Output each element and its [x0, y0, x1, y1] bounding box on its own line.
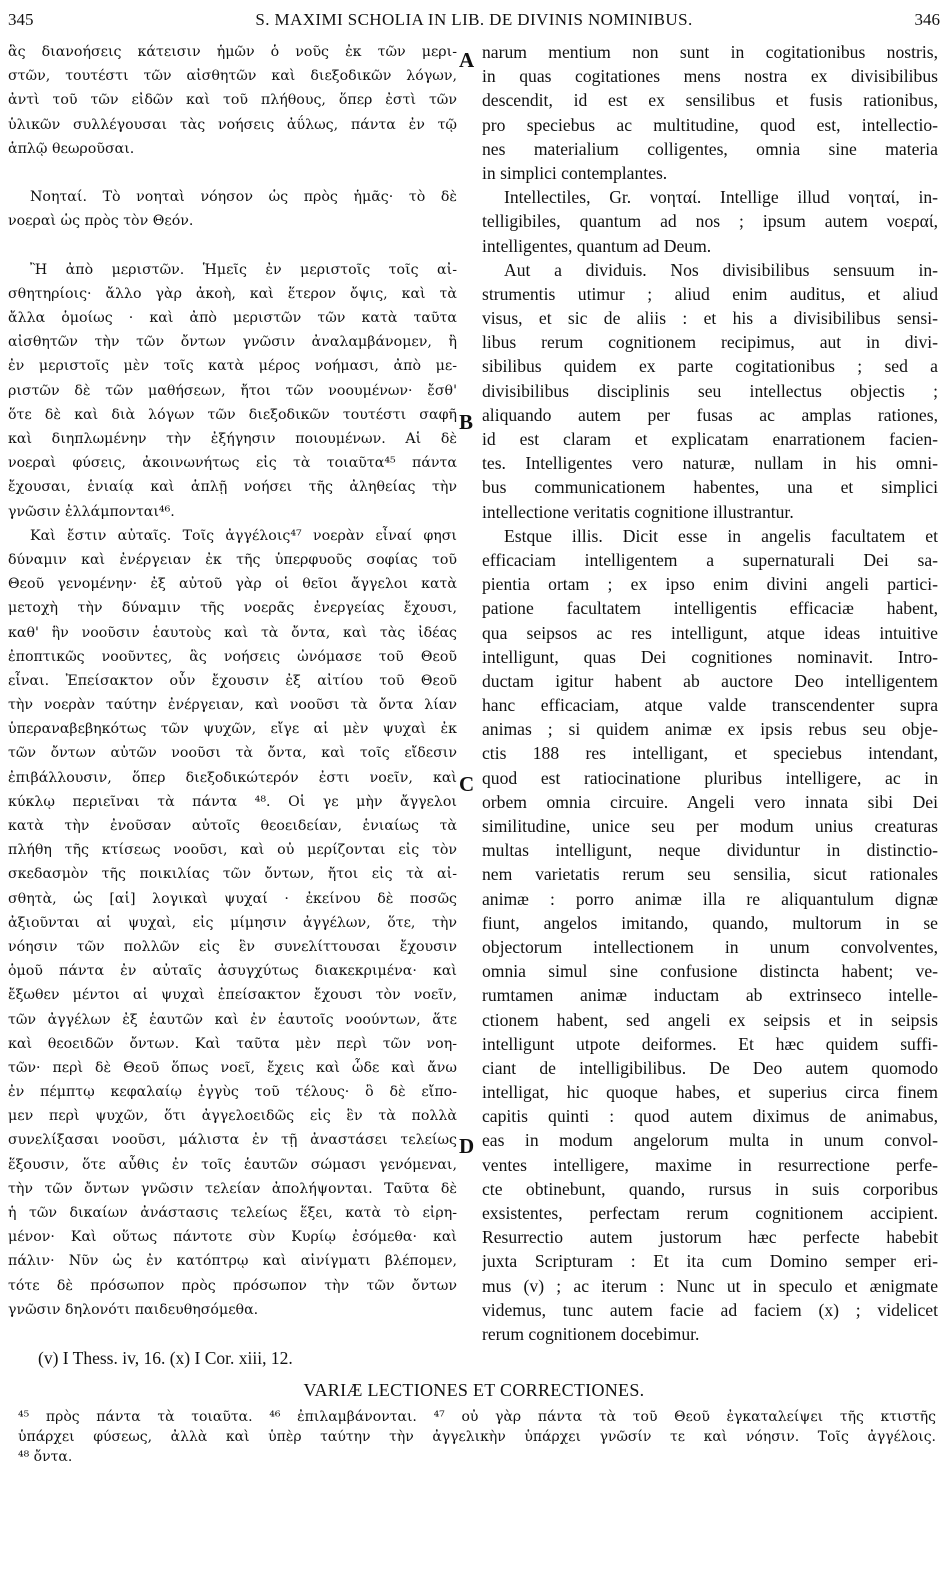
latin-text-line: orbem omnia circuire. Angeli vero innata sibi Dei	[482, 791, 938, 812]
variant-reading-line: ὑπάρχει φύσεως, ἀλλὰ καὶ ὑπὲρ ταύτην τὴν ἀγγελικὴν ὑπάρχει γνῶσίν τε καὶ νόησιν. Τοῖς ἀγγέλοις.	[18, 1429, 936, 1445]
latin-text-line: pro speciebus ac multitudine, quod est, intellectio-	[482, 114, 938, 135]
latin-text-line: intelligunt, quas Dei cognitiones nominavit. Intro-	[482, 646, 938, 667]
greek-text-line: ὑπεραναβεβηκότως τῶν ψυχῶν, εἴγε αἱ μὲν ψυχαὶ ἐκ	[8, 721, 457, 738]
greek-text-line: Θεοῦ γενομένην· ἐξ αὐτοῦ γὰρ οἱ θεῖοι ἄγγελοι κατὰ	[8, 576, 457, 593]
greek-text-line: μετοχὴ τὴν δύναμιν τῆς νοερᾶς ἐνεργείας ἔχουσι,	[8, 600, 457, 617]
greek-text-line: σθητὰ, ὡς [αἱ] λογικαὶ ψυχαί · ἐκείνου δὲ ποσῶς	[8, 890, 457, 907]
latin-text-line: intelligat, hic quoque habes, et superius circa finem	[482, 1082, 938, 1103]
greek-text-line: εἶναι. Ἐπείσακτον οὖν ἔχουσιν ἐξ αἰτίου τοῦ Θεοῦ	[8, 672, 457, 689]
greek-text-line: κατὰ τὴν ἐνοῦσαν αὐτοῖς θεοειδείαν, ἑνιαίως τὰ	[8, 818, 457, 834]
greek-text-line: κύκλῳ περιεῖναι τὰ πάντα ⁴⁸. Οἱ γε μὴν ἄγγελοι	[8, 793, 457, 810]
greek-text-line: δύναμιν καὶ ἐνέργειαν ἐκ τῆς ὑπερφυοῦς σοφίας τοῦ	[8, 551, 457, 568]
latin-text-line: juxta Scripturam : Et ita cum Domino semper eri-	[482, 1251, 938, 1272]
greek-text-line: ὑλικῶν συλλέγουσαι τὰς νοήσεις ἀΰλως, πάντα ἐν τῷ	[8, 116, 457, 133]
margin-letter-b: B	[459, 410, 474, 434]
greek-text-line: τότε δὲ πρόσωπον πρὸς πρόσωπον τὴν τῶν ὄντων	[8, 1277, 457, 1294]
latin-text-line: in simplici contemplantes.	[482, 162, 668, 183]
greek-text-line: Νοηταί. Τὸ νοηταὶ νόησον ὡς πρὸς ἡμᾶς· τὸ δὲ	[30, 189, 457, 206]
greek-text-line: ἡ τῶν δικαίων ἀνάστασις τελείως ἕξει, κατὰ τὸ εἰρη-	[8, 1205, 457, 1221]
greek-text-line: Καὶ ἔστιν αὐταῖς. Τοῖς ἀγγέλοις⁴⁷ νοερὰν εἶναί φησι	[30, 527, 457, 544]
greek-text-line: πλήθη τῆς κτίσεως νοοῦσι, καὶ οὐ μερίζονται εἰς τὸν	[8, 842, 457, 859]
greek-text-line: ριστῶν δὲ τῶν μαθήσεων, ἤτοι τῶν νοουμένων· ἔσθ'	[8, 382, 457, 399]
greek-text-line: νοεραὶ ὡς πρὸς τὸν Θεόν.	[8, 213, 194, 230]
latin-text-line: divisibilibus disciplinis seu intellectus objectis ;	[482, 380, 938, 401]
latin-text-line: descendit, id est ex sensilibus et fusis rationibus,	[482, 90, 938, 111]
greek-text-line: νοεραὶ φύσεις, ἀκοινωνήτως εἰς τὰ τοιαῦτα⁴⁵ πάντα	[8, 455, 457, 472]
variant-reading-line: ⁴⁵ πρὸς πάντα τὰ τοιαῦτα. ⁴⁶ ἐπιλαμβάνονται. ⁴⁷ οὐ γὰρ πάντα τὰ τοῦ Θεοῦ ἐγκαταλείψει τῆς κτιστῆς	[18, 1409, 936, 1425]
latin-text-line: Estque illis. Dicit esse in angelis facultatem et	[504, 525, 938, 546]
latin-text-line: strumentis utimur ; aliud enim auditus, et aliud	[482, 283, 938, 304]
greek-text-line: ἄλλα ὁμοίως · καὶ ἀπὸ μεριστῶν τῶν κατὰ ταῦτα	[8, 310, 457, 327]
latin-text-line: tes. Intelligentes vero naturæ, nullam in his omni-	[482, 453, 938, 474]
greek-text-line: τῶν ὄντων αὐτῶν νοοῦσι τὰ ὄντα, καὶ τοῖς εἴδεσιν	[8, 745, 457, 762]
greek-text-line: γνῶσιν δηλονότι παιδευθησόμεθα.	[8, 1301, 259, 1318]
latin-text-line: hanc efficaciam, atque valde transcendenter supra	[482, 695, 938, 716]
latin-text-line: narum mentium non sunt in cogitationibus nostris,	[482, 42, 938, 62]
scripture-footnote: (v) I Thess. iv, 16. (x) I Cor. xiii, 12.	[38, 1348, 293, 1368]
greek-text-line: αἰσθητῶν τὴν τῶν ὄντων γνῶσιν ἀναλαμβάνομεν, ἢ	[8, 334, 457, 351]
greek-text-line: τὴν νοερὰν ταύτην ἐνέργειαν, καὶ νοοῦσι τὰ ὄντα λίαν	[8, 697, 457, 714]
latin-text-line: ctis 188 res intelligant, et speciebus intendant,	[482, 743, 938, 764]
greek-text-line: ἕξουσιν, ὅτε αὖθις ἐν τοῖς ἑαυτῶν σώμασι γενόμεναι,	[8, 1156, 457, 1173]
latin-text-line: multas intelligunt, neque dividuntur in distinctio-	[482, 840, 938, 861]
greek-text-line: τῶν· περὶ δὲ Θεοῦ ὅπως νοεῖ, ἔχεις καὶ ὧδε καὶ ἄνω	[8, 1059, 457, 1076]
latin-text-line: Intellectiles, Gr. νοηταί. Intellige illud νοηταί, in-	[504, 187, 938, 208]
latin-text-line: qua seipsos ac res intelligunt, atque ideas intuitive	[482, 622, 938, 643]
greek-text-line: συνελίξασαι νοοῦσι, μάλιστα ἐν τῇ ἀναστάσει τελείως	[8, 1132, 457, 1149]
latin-text-line: nes materialium colligentes, omnia sine materia	[482, 138, 938, 159]
latin-text-line: animæ : porro animæ illa re aliquantulum dignæ	[482, 888, 938, 909]
page-header	[0, 10, 948, 40]
running-title: S. MAXIMI SCHOLIA IN LIB. DE DIVINIS NOMINIBUS.	[255, 10, 693, 29]
latin-text-line: rumtamen animæ inductam ab extrinseco intelle-	[482, 985, 938, 1006]
greek-text-line: ἐν πέμπτῳ κεφαλαίῳ ἐγγὺς τοῦ τέλους· ὃ δὲ εἴπο-	[8, 1084, 457, 1101]
latin-text-line: quod est ratiocinatione pluribus intelligere, ac in	[482, 767, 938, 788]
greek-text-line: ἔχουσαι, ἑνιαίᾳ καὶ ἁπλῇ νοήσει τῆς ἀληθείας τὴν	[8, 479, 457, 496]
latin-text-line: exsistentes, perfectam rerum cognitionem accipient.	[482, 1203, 938, 1223]
latin-text-line: nem varietatis rerum seu sensilia, sicut rationales	[482, 864, 938, 885]
latin-text-line: id est claram et explicatam enarrationem facien-	[482, 429, 938, 449]
greek-text-line: σκεδασμὸν τῆς ποικιλίας τῶν ὄντων, ἤτοι εἰς τὰ αἰ-	[8, 866, 457, 883]
latin-text-line: sibilibus quidem ex parte cogitationibus ; sed a	[482, 356, 938, 377]
greek-text-line: τῶν ἀγγέλων ἐξ ἑαυτῶν καὶ ἐν ἑαυτοῖς νοούντων, ἅτε	[8, 1011, 457, 1028]
greek-text-line: Ἢ ἀπὸ μεριστῶν. Ἡμεῖς ἐν μεριστοῖς τοῖς αἰ-	[30, 261, 457, 278]
greek-text-line: μεν περὶ ψυχῶν, ὅτι ἀγγελοειδῶς εἰς ἓν τὰ πολλὰ	[8, 1108, 457, 1125]
latin-text-line: libus rerum cognitionem recipimus, aut in divi-	[482, 332, 938, 353]
latin-text-line: ductam igitur habent ab auctore Deo intelligentem	[482, 670, 938, 691]
greek-text-line: ἐν μεριστοῖς μὲν τοῖς κατὰ μέρος νοήμασι, ἀπὸ με-	[8, 358, 457, 375]
latin-text-line: intelligentes, quantum ad Deum.	[482, 235, 712, 256]
latin-text-line: pientia ortam ; ex ipso enim divini angeli partici-	[482, 574, 938, 595]
greek-text-line: μένον· Καὶ οὕτως πάντοτε σὺν Κυρίῳ ἐσόμεθα· καὶ	[8, 1229, 457, 1246]
greek-text-line: ἃς διανοήσεις κάτεισιν ἡμῶν ὁ νοῦς ἐκ τῶν μερι-	[8, 44, 457, 60]
latin-text-line: visus, et sic de aliis : et his a divisibilibus sensi-	[482, 308, 938, 329]
variant-reading-line: ⁴⁸ ὄντα.	[18, 1449, 73, 1465]
latin-text-line: intellectione veritatis cognitione illustrantur.	[482, 501, 794, 522]
greek-text-line: ὅτε δὲ καὶ διὰ λόγων τῶν διεξοδικῶν τουτέστι σαφῆ	[8, 406, 457, 423]
greek-text-line: καὶ διηπλωμένην τὴν ἐξήγησιν ποιουμένων. Αἱ δὲ	[8, 431, 457, 447]
latin-text-line: omnia simul sine confusione distincta habent; ve-	[482, 961, 938, 982]
margin-letter-c: C	[459, 772, 475, 796]
latin-text-line: fiunt, angelos imitando, quando, multorum in se	[482, 912, 938, 933]
greek-text-gap	[8, 234, 457, 258]
variae-title: VARIÆ LECTIONES ET CORRECTIONES.	[303, 1380, 645, 1400]
margin-letter-a: A	[459, 48, 475, 72]
greek-text-line: ἀντὶ τοῦ τῶν εἰδῶν καὶ τοῦ πλήθους, ὅπερ ἐστὶ τῶν	[8, 92, 457, 109]
latin-text-line: mus (v) ; ac iterum : Nunc ut in speculo et ænigmate	[482, 1275, 938, 1296]
greek-text-line: καὶ θεοειδῶν ὄντων. Καὶ ταῦτα μὲν περὶ τῶν νοη-	[8, 1035, 457, 1052]
latin-text-line: aliquando autem per fusas ac amplas rationes,	[482, 404, 938, 425]
page-number-right: 346	[914, 10, 940, 29]
latin-text-line: ciant de intelligibilibus. De Deo autem quomodo	[482, 1057, 938, 1078]
greek-text-line: ὁμοῦ πάντα ἐν αὐταῖς ἀσυγχύτως διακεκριμένα· καὶ	[8, 963, 457, 980]
latin-text-line: cte obtinebunt, quando, rursus in suis corporibus	[482, 1178, 938, 1199]
greek-text-line: ἔξωθεν μέντοι αἱ ψυχαὶ ἐπείσακτον ἔχουσι τὸν νοεῖν,	[8, 987, 457, 1004]
latin-text-line: Aut a dividuis. Nos divisibilibus sensuum in-	[504, 259, 938, 280]
page-number-left: 345	[8, 10, 34, 29]
latin-text-line: capitis quinti : quod autem diximus de animabus,	[482, 1106, 938, 1127]
greek-text-gap	[8, 161, 457, 185]
latin-text-line: telligibiles, quantum ad nos ; ipsum autem νοεραί,	[482, 211, 938, 232]
greek-text-line: ἁπλῷ θεωροῦσαι.	[8, 140, 135, 157]
margin-letter-d: D	[459, 1134, 475, 1158]
variae-lectiones	[18, 1407, 936, 1467]
greek-text-line: νόησιν τῶν πολλῶν εἰς ἓν συνελίττουσαι ἔχουσιν	[8, 938, 457, 955]
latin-text-line: patione facultatem intelligentis efficaciæ habent,	[482, 598, 938, 619]
greek-text-line: στῶν, τουτέστι τῶν αἰσθητῶν καὶ διεξοδικῶν λόγων,	[8, 68, 457, 85]
latin-text-line: animas ; si quidem animæ ex ipsis rebus seu obje-	[482, 719, 938, 740]
greek-text-line: ἀξιοῦνται αἱ ψυχαὶ, εἰς μίμησιν ἀγγέλων, ὅτε, τὴν	[8, 914, 457, 931]
latin-text-line: in quas cogitationes mens nostra ex divisibilibus	[482, 66, 938, 87]
latin-column	[482, 40, 938, 1346]
latin-text-line: videmus, tunc autem facie ad faciem (x) ; videlicet	[482, 1299, 938, 1320]
latin-text-line: eas in modum angelorum multa in unum convol-	[482, 1130, 938, 1151]
greek-text-line: γνῶσιν ἐλλάμπονται⁴⁶.	[8, 503, 175, 520]
latin-text-line: ventes intelligere, maxime in resurrectione perfe-	[482, 1154, 938, 1175]
latin-text-line: efficaciam intelligentem a supernaturali Dei sa-	[482, 549, 938, 570]
greek-text-line: σθητηρίοις· ἄλλο γὰρ ἀκοὴ, καὶ ἕτερον ὄψις, καὶ τὰ	[8, 285, 457, 302]
latin-text-line: intelligunt utpote deiformes. Et hæc quidem suffi-	[482, 1033, 938, 1054]
latin-text-line: bus communicationem habentes, una et simplici	[482, 477, 938, 498]
latin-text-line: similitudine, unice seu per modum unius creaturas	[482, 816, 938, 836]
latin-text-line: objectorum intellectionem in unum convolventes,	[482, 936, 938, 957]
greek-text-line: ἐπιβάλλουσιν, ὅπερ διεξοδικώτερόν ἐστι νοεῖν, καὶ	[8, 769, 457, 786]
greek-text-line: καθ' ἣν νοοῦσιν ἑαυτοὺς καὶ τὰ ὄντα, καὶ τὰς ἰδέας	[8, 624, 457, 641]
greek-text-line: πάλιν· Νῦν ὡς ἐν κατόπτρῳ καὶ αἰνίγματι βλέπομεν,	[8, 1253, 457, 1270]
latin-text-line: rerum cognitionem docebimur.	[482, 1323, 700, 1344]
greek-text-line: τὴν τῶν ὄντων γνῶσιν τελείαν ἀπολήψονται. Ταῦτα δὲ	[8, 1180, 457, 1197]
greek-column	[8, 40, 457, 1322]
greek-text-line: ἐποπτικῶς νοοῦντες, ἃς νοήσεις ὠνόμασε τοῦ Θεοῦ	[8, 648, 457, 665]
latin-text-line: Resurrectio autem justorum hæc perfecte habebit	[482, 1227, 938, 1248]
latin-text-line: ctionem habent, sed angeli ex seipsis et in seipsis	[482, 1009, 938, 1030]
